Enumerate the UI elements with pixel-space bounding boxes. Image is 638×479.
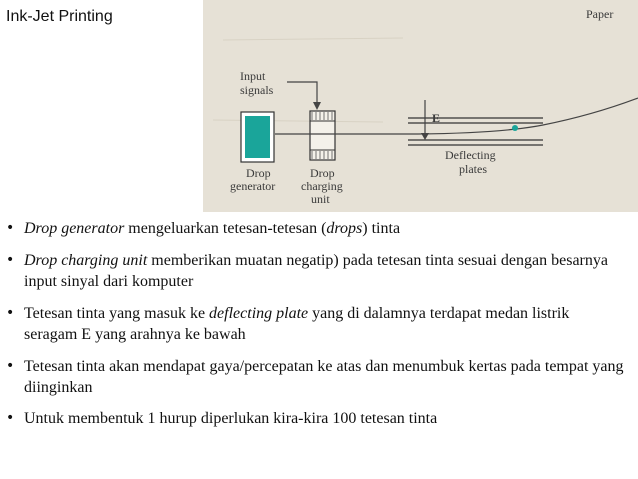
bullet-dot-icon: • [6, 358, 15, 374]
bullet-text [24, 358, 624, 396]
bullet-text-run: mengeluarkan tetesan-tetesan ( [124, 220, 327, 237]
inkjet-diagram [203, 0, 638, 212]
bullet-dot-icon: • [6, 410, 15, 426]
drop-generator-label-1: Drop [246, 166, 271, 180]
bullet-text-run: Untuk membentuk 1 hurup diperlukan kira-kira 100 tetesan tinta [24, 410, 438, 427]
bullet-item [6, 218, 626, 239]
input-signals-label-1: Input [240, 69, 266, 83]
bullet-item [6, 250, 626, 292]
drop-generator-label-2: generator [230, 179, 276, 193]
ink-drop [512, 125, 518, 131]
e-field-label: E [432, 111, 441, 125]
input-signals-label-2: signals [240, 83, 274, 97]
bullet-text-run: ) tinta [362, 220, 401, 237]
bullet-text [24, 220, 400, 237]
bullet-item [6, 408, 626, 429]
inkjet-diagram-svg [203, 0, 638, 212]
deflecting-plates-label-1: Deflecting [445, 148, 496, 162]
drop-generator-fill [245, 116, 270, 158]
bullet-text-run: yang di dalamnya terdapat medan listrik seragam E yang arahnya ke bawah [24, 305, 570, 343]
bullet-list [6, 218, 626, 443]
drop-charging-label-3: unit [311, 192, 330, 206]
bullet-text-run: Tetesan tinta yang masuk ke [24, 305, 210, 322]
bullet-dot-icon: • [6, 220, 15, 236]
italic-term: deflecting plate [209, 305, 309, 322]
bullet-item [6, 356, 626, 398]
italic-term: Drop charging unit [24, 252, 148, 269]
bullet-text-run: memberikan muatan negatip) pada tetesan tinta sesuai dengan besarnya input sinyal dari komputer [24, 252, 608, 290]
bullet-text [24, 410, 437, 427]
bullet-item [6, 303, 626, 345]
italic-term: drops [326, 220, 363, 237]
italic-term: Drop generator [24, 220, 125, 237]
bullet-dot-icon: • [6, 305, 15, 321]
drop-charging-label-2: charging [301, 179, 343, 193]
drop-charging-label-1: Drop [310, 166, 335, 180]
drop-charging-unit-box [310, 111, 335, 160]
bullet-dot-icon: • [6, 252, 15, 268]
paper-label: Paper [586, 7, 614, 21]
bullet-text [24, 305, 569, 343]
slide-title: Ink-Jet Printing [6, 8, 113, 25]
bullet-text [24, 252, 608, 290]
deflecting-plates-label-2: plates [459, 162, 487, 176]
bullet-text-run: Tetesan tinta akan mendapat gaya/percepatan ke atas dan menumbuk kertas pada tempat yang diinginkan [24, 358, 624, 396]
